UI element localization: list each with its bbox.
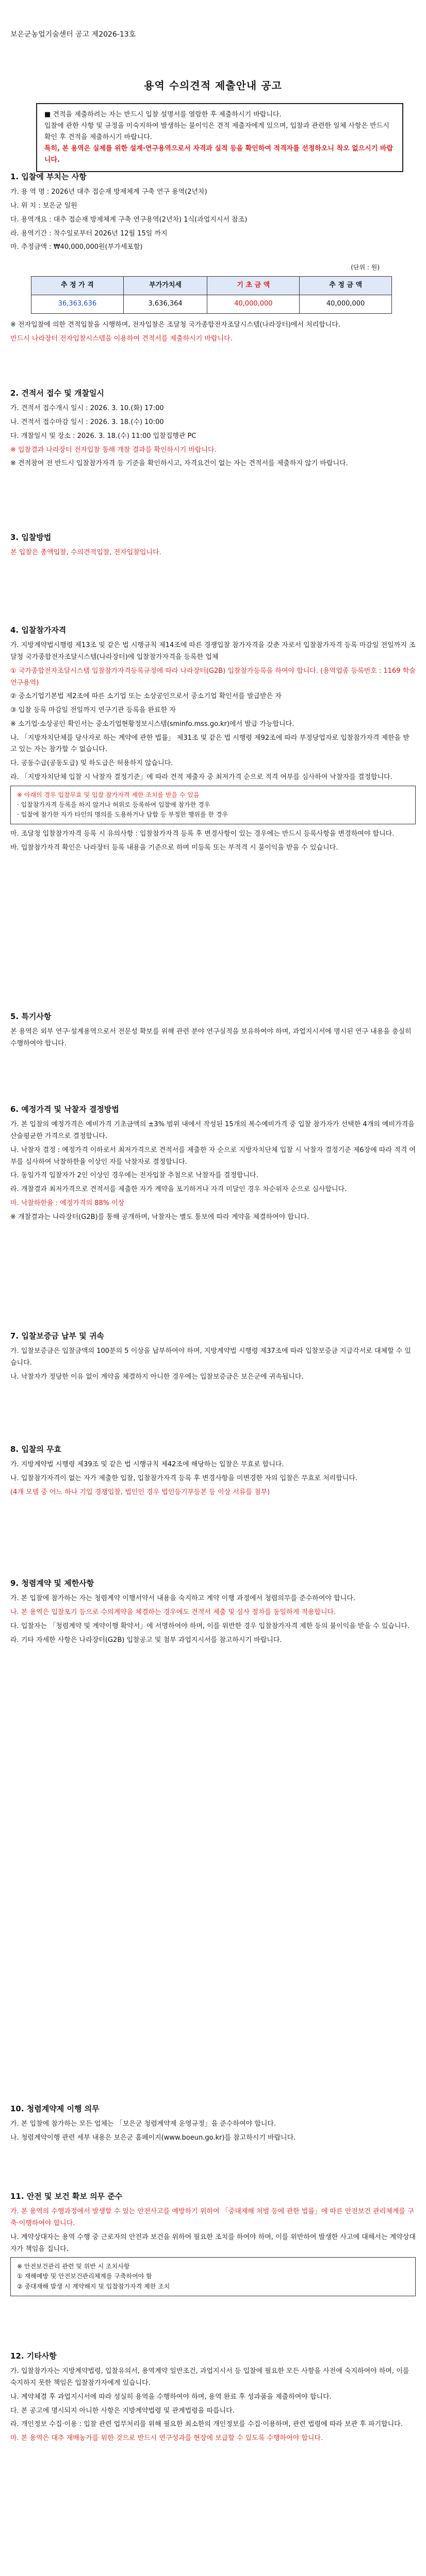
caution-line: ■ 견적을 제출하려는 자는 반드시 입찰 설명서를 열람한 후 제출하시기 바랍니다.	[44, 111, 282, 118]
s10-row: 나. 청렴계약이행 관련 세부 내용은 보은군 홈페이지(www.boeun.go.kr)를 참고하시기 바랍니다.	[10, 2134, 296, 2142]
warning-line: ※ 아래의 경우 입찰무효 및 입찰 참가자격 제한 조치를 받을 수 있음	[17, 791, 200, 799]
s8-row: 나. 입찰참가자격이 없는 자가 제출한 입찰, 입찰참가자격 등록 후 변경사항을 미변경한 자의 입찰은 무효로 처리합니다.	[10, 1475, 358, 1482]
s7-row: 가. 입찰보증금은 입찰금액의 100분의 5 이상을 납부하여야 하며, 지방계약법 시행령 제37조에 따라 입찰보증금 지급각서로 대체할 수 있습니다.	[10, 1347, 412, 1367]
section-heading: 5. 특기사항	[10, 1012, 52, 1021]
section-10	[10, 2102, 416, 2146]
s2-row: ※ 견적참여 전 반드시 입찰참가자격 등 기준을 확인하시고, 자격요건이 없는 자는 견적서를 제출하지 않기 바랍니다.	[10, 460, 348, 468]
s6-row: 라. 개찰결과 최저가격으로 견적서를 제출한 자가 계약을 포기하거나 자격 미달인 경우 차순위자 순으로 심사합니다.	[10, 1185, 347, 1193]
caution-box	[36, 103, 403, 172]
safety-box	[10, 2257, 416, 2296]
section-heading: 1. 입찰에 부치는 사항	[10, 172, 87, 181]
s9-row: 나. 본 용역은 입찰포기 등으로 수의계약을 체결하는 경우에도 견적서 제출 및 심사 절차를 동일하게 적용합니다.	[10, 1608, 336, 1616]
document-number: 보은군농업기술센터 공고 제2026-13호	[10, 30, 136, 39]
section-heading: 12. 기타사항	[10, 2351, 57, 2361]
section-heading: 9. 청렴계약 및 제한사항	[10, 1579, 94, 1588]
section-6	[10, 1103, 416, 1225]
warning-line: · 입찰에 참가한 자가 타인의 명의를 도용하거나 담합 등 부정한 행위를 한 경우	[17, 810, 228, 818]
section-8	[10, 1443, 416, 1501]
s1-row: 라. 용역기간 : 착수일로부터 2026년 12월 15일 까지	[10, 229, 168, 238]
s2-row: 나. 견적서 접수마감 일시 : 2026. 3. 18.(수) 10:00	[10, 418, 164, 426]
s9-row: 가. 본 입찰에 참가하는 자는 청렴계약 이행서약서 내용을 숙지하고 계약 이행 과정에서 청렴의무를 준수하여야 합니다.	[10, 1595, 355, 1603]
s4-row: 마. 조달청 입찰참가자격 등록 시 유의사항 : 입찰참가자격 등록 후 변경사항이 있는 경우에는 반드시 등록사항을 변경하여야 합니다.	[10, 830, 395, 838]
s12-row: 다. 본 공고에 명시되지 아니한 사항은 지방계약법령 및 관계법령을 따릅니다.	[10, 2406, 235, 2415]
section-12	[10, 2349, 416, 2447]
price-table-wrap	[10, 272, 416, 314]
s4-row: 가. 지방계약법시행령 제13조 및 같은 법 시행규칙 제14조에 따른 경쟁입찰 참가자격을 갖춘 자로서 입찰참가자격 등록 마감일 전일까지 조달청 국가종합전자조달시스템(나라장터)에 입찰참가자격을 등록한 업체	[10, 641, 416, 661]
s8-row: 가. 지방계약법 시행령 제39조 및 같은 법 시행규칙 제42조에 해당하는 입찰은 무효로 합니다.	[10, 1461, 284, 1469]
s6-row: ※ 개찰결과는 나라장터(G2B)를 통해 공개하며, 낙찰자는 별도 통보에 따라 계약을 체결하여야 합니다.	[10, 1213, 309, 1221]
table-header: 부가가치세	[123, 277, 207, 295]
s11-row: 가. 본 용역의 수행과정에서 발생할 수 있는 안전사고를 예방하기 위하여 「중대재해 처벌 등에 관한 법률」에 따른 안전보건 관리체계를 구축·이행하여야 합니다.	[10, 2208, 414, 2227]
s2-row: 다. 개찰일시 및 장소 : 2026. 3. 18.(수) 11:00 입찰집행관 PC	[10, 432, 196, 440]
table-cell: 40,000,000	[207, 295, 300, 313]
section-heading: 11. 안전 및 보건 확보 의무 준수	[10, 2192, 123, 2201]
s4-row: 나. 「지방자치단체를 당사자로 하는 계약에 관한 법률」 제31조 및 같은 법 시행령 제92조에 따라 부정당업자로 입찰참가자격 제한을 받고 있는 자는 참가할 수 없습니다.	[10, 734, 409, 754]
s6-row: 마. 낙찰하한율 : 예정가격의 88% 이상	[10, 1199, 125, 1207]
s1-row: 다. 용역개요 : 대추 접순재 방제체계 구축 연구용역(2년차) 1식(과업지시서 참조)	[10, 215, 248, 224]
s2-row: 가. 견적서 접수개시 일시 : 2026. 3. 10.(화) 17:00	[10, 404, 164, 413]
section-4	[10, 623, 416, 856]
table-header: 추 정 가 격	[31, 277, 124, 295]
table-cell: 3,636,364	[123, 295, 207, 313]
section-heading: 6. 예정가격 및 낙찰자 결정방법	[10, 1105, 119, 1114]
s10-row: 가. 본 입찰에 참가하는 모든 업체는 「보은군 청렴계약제 운영규정」을 준수하여야 합니다.	[10, 2120, 276, 2128]
s12-row: 나. 계약체결 후 과업지시서에 따라 성실히 용역을 수행하여야 하며, 용역 완료 후 성과품을 제출하여야 합니다.	[10, 2393, 332, 2401]
section-heading: 7. 입찰보증금 납부 및 귀속	[10, 1331, 104, 1341]
table-header: 기 초 금 액	[207, 277, 300, 295]
section-3	[10, 531, 416, 561]
warning-box	[10, 786, 416, 825]
safety-line: ② 중대재해 발생 시 계약해지 및 입찰참가자격 제한 조치	[17, 2282, 170, 2290]
section-heading: 4. 입찰참가자격	[10, 625, 67, 635]
s4-row: ③ 입찰 등록 마감일 전일까지 연구기관 등록을 완료한 자	[10, 706, 176, 714]
s9-row: 라. 기타 자세한 사항은 나라장터(G2B) 입찰공고 및 첨부 과업지시서를 참고하시기 바랍니다.	[10, 1636, 282, 1644]
s5-body: 본 용역은 외부 연구·설계용역으로서 전문성 확보를 위해 관련 분야 연구실적을 보유하여야 하며, 과업지시서에 명시된 연구 내용을 충실히 수행하여야 합니다.	[10, 1028, 412, 1047]
caution-line-highlight: 특히, 본 용역은 실제를 위한 설계·연구용역으로서 자격과 실적 등을 확인하여 적격자를 선정하오니 착오 없으시기 바랍니다.	[44, 145, 394, 164]
page-title: 용역 수의견적 제출안내 공고	[144, 79, 282, 92]
safety-line: ① 재해예방 및 안전보건관리체계를 구축하여야 함	[17, 2273, 152, 2280]
section-11	[10, 2190, 416, 2296]
table-cell: 36,363,636	[31, 295, 124, 313]
s1-notes	[10, 319, 416, 347]
s2-row: ※ 입찰결과 나라장터 전자입찰 통해 개찰 결과를 확인하시기 바랍니다.	[10, 446, 217, 454]
s4-row: 라. 「지방자치단체 입찰 시 낙찰자 결정기준」에 따라 견적 제출자 중 최저가격 순으로 적격 여부를 심사하여 낙찰자를 결정합니다.	[10, 773, 392, 781]
s6-row: 나. 낙찰자 결정 : 예정가격 이하로서 최저가격으로 견적서를 제출한 자 순으로 지방자치단체 입찰 시 낙찰자 결정기준 제6장에 따라 적격 여부를 심사하여 낙찰하한율 이상인 자를 낙찰자로 결정합니다.	[10, 1146, 416, 1166]
s9-row: 다. 입찰자는 「청렴계약 및 계약이행 확약서」에 서명하여야 하며, 이를 위반한 경우 입찰참가자격 제한 등의 불이익을 받을 수 있습니다.	[10, 1622, 410, 1630]
section-2	[10, 386, 416, 472]
s7-row: 나. 낙찰자가 정당한 이유 없이 계약을 체결하지 아니한 경우에는 입찰보증금은 보은군에 귀속됩니다.	[10, 1372, 304, 1381]
section-heading: 3. 입찰방법	[10, 533, 52, 542]
section-7	[10, 1329, 416, 1385]
s8-row: (4개 모델 중 어느 하나 기입 경쟁입찰, 법인인 경우 법인등기부등본 등 이상 서류를 첨부)	[10, 1488, 270, 1496]
section-heading: 2. 견적서 접수 및 개찰일시	[10, 388, 104, 398]
s1-note: 반드시 나라장터 전자입찰시스템을 이용하여 견적서를 제출하시기 바랍니다.	[10, 334, 233, 343]
s4-row: 바. 입찰참가자격 확인은 나라장터 등록 내용을 기준으로 하며 미등록 또는 부적격 시 불이익을 받을 수 있습니다.	[10, 843, 338, 852]
s6-row: 다. 동일가격 입찰자가 2인 이상인 경우에는 전자입찰 추첨으로 낙찰자를 결정합니다.	[10, 1172, 258, 1180]
table-cell: 40,000,000	[300, 295, 392, 313]
s12-row: 마. 본 용역은 대추 재배농가를 위한 것으로 반드시 연구성과를 현장에 보급할 수 있도록 수행하여야 합니다.	[10, 2434, 323, 2442]
section-5	[10, 1010, 416, 1052]
table-header: 추 정 금 액	[300, 277, 392, 295]
s6-row: 가. 본 입찰의 예정가격은 예비가격 기초금액의 ±3% 범위 내에서 작성된 15개의 복수예비가격 중 입찰 참가자가 선택한 4개의 예비가격을 산술평균한 가격으로 결정합니다.	[10, 1121, 415, 1140]
s12-row: 가. 입찰참가자는 지방계약법령, 입찰유의서, 용역계약 일반조건, 과업지시서 등 입찰에 필요한 모든 사항을 사전에 숙지하여야 하며, 이를 숙지하지 못한 책임은 입찰참가자에게 있습니다.	[10, 2367, 409, 2387]
caution-line: 입찰에 관한 사항 및 규정을 미숙지하여 발생하는 불이익은 견적 제출자에게 있으며, 입찰과 관련한 일체 사항은 반드시 확인 후 견적을 제출하시기 바랍니다.	[44, 122, 389, 142]
s1-row: 나. 위 치 : 보은군 일원	[10, 202, 77, 210]
s1-row: 가. 용 역 명 : 2026년 대추 접순재 방제체계 구축 연구 용역(2년차)	[10, 188, 207, 196]
s4-row: ※ 소기업·소상공인 확인서는 중소기업현황정보시스템(sminfo.mss.go.kr)에서 발급 가능합니다.	[10, 720, 294, 728]
s11-row: 나. 계약상대자는 용역 수행 중 근로자의 안전과 보건을 위하여 필요한 조치를 하여야 하며, 이를 위반하여 발생한 사고에 대해서는 계약상대자가 책임을 집니다.	[10, 2233, 416, 2253]
s1-note: ※ 전자입찰에 의한 견적입찰을 시행하며, 전자입찰은 조달청 국가종합전자조달시스템(나라장터)에서 처리합니다.	[10, 321, 341, 329]
safety-line: ※ 안전보건관리 관련 및 위반 시 조치사항	[17, 2263, 130, 2270]
s3-body: 본 입찰은 총액입찰, 수의견적입찰, 전자입찰입니다.	[10, 549, 161, 557]
section-1	[10, 170, 416, 256]
s12-row: 라. 개인정보 수집·이용 : 입찰 관련 업무처리를 위해 필요한 최소한의 개인정보를 수집·이용하며, 관련 법령에 따라 보관 후 파기합니다.	[10, 2420, 403, 2429]
s1-row: 마. 추정금액 : ₩40,000,000원(부가세포함)	[10, 243, 143, 251]
section-heading: 10. 청렴계약제 이행 의무	[10, 2104, 100, 2113]
s4-row: 다. 공동수급(공동도급) 및 하도급은 허용하지 않습니다.	[10, 759, 173, 767]
section-heading: 8. 입찰의 무효	[10, 1445, 62, 1454]
section-9	[10, 1577, 416, 1648]
s4-row: ① 국가종합전자조달시스템 입찰참가자격등록규정에 따라 나라장터(G2B) 입찰참가등록을 하여야 합니다. (용역업종 등록번호 : 1169 학술연구용역)	[10, 667, 416, 687]
s4-row: ② 중소기업기본법 제2조에 따른 소기업 또는 소상공인으로서 중소기업 확인서를 발급받은 자	[10, 692, 282, 701]
warning-line: · 입찰참가자격 등록을 하지 않거나 허위로 등록하여 입찰에 참가한 경우	[17, 801, 210, 808]
price-table	[31, 276, 392, 314]
unit-label: (단위 : 원)	[351, 264, 380, 271]
